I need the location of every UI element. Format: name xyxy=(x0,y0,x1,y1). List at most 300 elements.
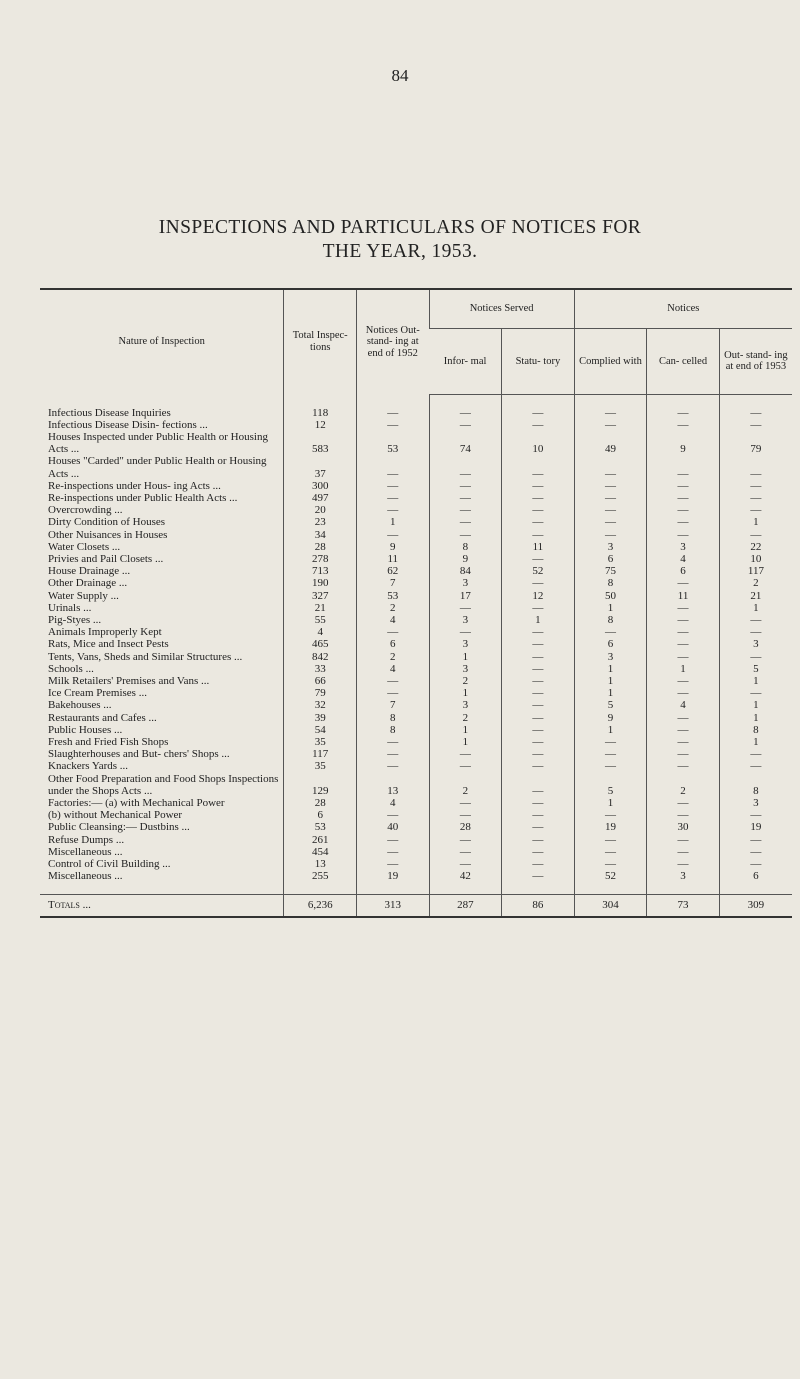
row-value-cell: — xyxy=(574,834,647,846)
row-value-cell: — xyxy=(574,809,647,821)
table-row xyxy=(40,577,792,589)
row-value-cell: — xyxy=(429,834,502,846)
row-value-cell: 1 xyxy=(574,675,647,687)
row-value-cell: 23 xyxy=(284,516,357,528)
row-label: Animals Improperly Kept xyxy=(48,626,162,639)
row-value-cell: — xyxy=(647,577,720,589)
table-row xyxy=(40,602,792,614)
row-value-cell: — xyxy=(719,651,792,663)
row-value-cell: 1 xyxy=(429,687,502,699)
row-value-cell: — xyxy=(719,492,792,504)
row-value-cell: — xyxy=(647,492,720,504)
row-value-cell: 2 xyxy=(719,577,792,589)
row-label: (b) without Mechanical Power xyxy=(48,809,183,822)
row-value-cell: 713 xyxy=(284,565,357,577)
row-value-cell: 3 xyxy=(647,870,720,882)
row-label: Re-inspections under Hous- ing Acts ... xyxy=(48,479,221,492)
row-value-cell: 19 xyxy=(574,821,647,833)
row-value-cell: 12 xyxy=(284,419,357,431)
row-value-cell: — xyxy=(429,407,502,419)
row-value-cell: 21 xyxy=(719,590,792,602)
row-value-cell: 2 xyxy=(429,773,502,797)
row-value-cell: — xyxy=(356,455,429,479)
row-value-cell: — xyxy=(429,480,502,492)
row-value-cell: — xyxy=(502,492,575,504)
row-value-cell: — xyxy=(647,638,720,650)
row-value-cell: 35 xyxy=(284,760,357,772)
row-label: Rats, Mice and Insect Pests xyxy=(48,638,169,651)
row-value-cell: 8 xyxy=(356,724,429,736)
row-value-cell: — xyxy=(502,846,575,858)
row-value-cell: 454 xyxy=(284,846,357,858)
row-value-cell: — xyxy=(502,821,575,833)
row-value-cell: 2 xyxy=(356,651,429,663)
row-value-cell: 13 xyxy=(356,773,429,797)
row-value-cell: 11 xyxy=(647,590,720,602)
row-value-cell: 33 xyxy=(284,663,357,675)
row-value-cell: 300 xyxy=(284,480,357,492)
row-value-cell: 1 xyxy=(719,736,792,748)
row-value-cell: — xyxy=(647,504,720,516)
row-value-cell: — xyxy=(574,492,647,504)
row-value-cell: — xyxy=(356,480,429,492)
row-value-cell: — xyxy=(356,760,429,772)
totals-cell: 6,236 xyxy=(284,895,357,917)
title-line-1: INSPECTIONS AND PARTICULARS OF NOTICES FOR xyxy=(158,217,642,238)
row-value-cell: — xyxy=(502,480,575,492)
row-value-cell: 17 xyxy=(429,590,502,602)
row-value-cell: — xyxy=(574,626,647,638)
row-value-cell: — xyxy=(356,846,429,858)
row-value-cell: — xyxy=(429,858,502,870)
row-value-cell: — xyxy=(647,614,720,626)
row-value-cell: — xyxy=(647,626,720,638)
row-value-cell: 117 xyxy=(719,565,792,577)
row-value-cell: — xyxy=(502,455,575,479)
row-label: Other Food Preparation and Food Shops Inspections under the Shops Acts ... xyxy=(48,772,279,797)
row-label: Refuse Dumps ... xyxy=(48,833,125,846)
row-label: Infectious Disease Inquiries xyxy=(48,406,171,419)
row-label: Milk Retailers' Premises and Vans ... xyxy=(48,674,210,687)
row-value-cell: — xyxy=(429,529,502,541)
table-row xyxy=(40,407,792,419)
header-outstanding-1952: Notices Out- stand- ing at end of 1952 xyxy=(356,289,429,394)
row-value-cell: 8 xyxy=(719,773,792,797)
row-value-cell: — xyxy=(574,748,647,760)
row-value-cell: 50 xyxy=(574,590,647,602)
row-value-cell: 13 xyxy=(284,858,357,870)
row-value-cell: — xyxy=(647,602,720,614)
row-value-cell: 3 xyxy=(574,541,647,553)
table-row xyxy=(40,797,792,809)
row-value-cell: — xyxy=(574,455,647,479)
row-label: Tents, Vans, Sheds and Similar Structures ... xyxy=(48,650,243,663)
row-value-cell: 842 xyxy=(284,651,357,663)
row-value-cell: 21 xyxy=(284,602,357,614)
row-label: Control of Civil Building ... xyxy=(48,858,171,871)
row-value-cell: 9 xyxy=(356,541,429,553)
table-row xyxy=(40,529,792,541)
row-value-cell: 6 xyxy=(574,638,647,650)
row-value-cell: 28 xyxy=(284,797,357,809)
row-value-cell: — xyxy=(429,516,502,528)
row-value-cell: — xyxy=(429,602,502,614)
header-notices: Notices xyxy=(574,289,792,329)
row-value-cell: 465 xyxy=(284,638,357,650)
row-value-cell: — xyxy=(647,516,720,528)
row-value-cell: — xyxy=(502,602,575,614)
row-value-cell: 255 xyxy=(284,870,357,882)
row-value-cell: 3 xyxy=(719,638,792,650)
row-value-cell: — xyxy=(647,797,720,809)
row-value-cell: 7 xyxy=(356,577,429,589)
row-value-cell: 327 xyxy=(284,590,357,602)
row-value-cell: — xyxy=(647,760,720,772)
row-value-cell: 54 xyxy=(284,724,357,736)
row-value-cell: — xyxy=(356,675,429,687)
row-value-cell: — xyxy=(502,504,575,516)
table-row xyxy=(40,431,792,455)
row-value-cell: 4 xyxy=(647,699,720,711)
row-value-cell: 1 xyxy=(719,712,792,724)
row-value-cell: — xyxy=(429,455,502,479)
row-value-cell: 1 xyxy=(647,663,720,675)
row-value-cell: 2 xyxy=(647,773,720,797)
row-value-cell: 35 xyxy=(284,736,357,748)
row-value-cell: — xyxy=(502,626,575,638)
totals-cell: 313 xyxy=(356,895,429,917)
row-value-cell: — xyxy=(356,687,429,699)
page-title xyxy=(0,216,800,265)
row-value-cell: 20 xyxy=(284,504,357,516)
row-value-cell: 79 xyxy=(719,431,792,455)
row-value-cell: 6 xyxy=(719,870,792,882)
table-row xyxy=(40,504,792,516)
row-value-cell: 1 xyxy=(429,736,502,748)
row-value-cell: — xyxy=(502,651,575,663)
row-value-cell: 19 xyxy=(356,870,429,882)
row-value-cell: — xyxy=(574,846,647,858)
row-value-cell: — xyxy=(647,419,720,431)
row-value-cell: — xyxy=(719,455,792,479)
row-value-cell: — xyxy=(502,553,575,565)
row-value-cell: 1 xyxy=(502,614,575,626)
row-value-cell: 52 xyxy=(502,565,575,577)
row-value-cell: 10 xyxy=(502,431,575,455)
row-label: Pig-Styes ... xyxy=(48,613,102,626)
table-row xyxy=(40,724,792,736)
row-value-cell: 4 xyxy=(356,663,429,675)
table-row xyxy=(40,870,792,882)
row-value-cell: — xyxy=(719,846,792,858)
header-nature: Nature of Inspection xyxy=(118,336,205,348)
row-value-cell: 8 xyxy=(574,577,647,589)
row-value-cell: 52 xyxy=(574,870,647,882)
table-row xyxy=(40,614,792,626)
row-value-cell: — xyxy=(502,638,575,650)
spacer-row xyxy=(40,882,792,895)
row-value-cell: — xyxy=(356,736,429,748)
row-value-cell: — xyxy=(574,407,647,419)
row-value-cell: — xyxy=(502,736,575,748)
row-value-cell: — xyxy=(647,846,720,858)
row-value-cell: 4 xyxy=(356,797,429,809)
row-value-cell: — xyxy=(647,675,720,687)
table-row xyxy=(40,651,792,663)
row-value-cell: 8 xyxy=(429,541,502,553)
row-value-cell: 261 xyxy=(284,834,357,846)
row-value-cell: 9 xyxy=(429,553,502,565)
row-label: Overcrowding ... xyxy=(48,504,123,517)
row-value-cell: — xyxy=(719,626,792,638)
row-value-cell: — xyxy=(429,797,502,809)
row-value-cell: 4 xyxy=(647,553,720,565)
totals-cell: 73 xyxy=(647,895,720,917)
row-value-cell: — xyxy=(647,724,720,736)
row-value-cell: — xyxy=(502,760,575,772)
row-label: Water Supply ... xyxy=(48,589,119,602)
row-value-cell: 8 xyxy=(719,724,792,736)
row-value-cell: — xyxy=(502,858,575,870)
row-value-cell: 53 xyxy=(356,590,429,602)
row-value-cell: 3 xyxy=(429,699,502,711)
row-value-cell: — xyxy=(356,858,429,870)
row-value-cell: — xyxy=(356,626,429,638)
row-value-cell: — xyxy=(719,407,792,419)
row-value-cell: 28 xyxy=(284,541,357,553)
row-label: Houses "Carded" under Public Health or Housing Acts ... xyxy=(48,455,267,480)
row-value-cell: 12 xyxy=(502,590,575,602)
row-value-cell: — xyxy=(719,687,792,699)
row-label: Re-inspections under Public Health Acts ... xyxy=(48,491,238,504)
row-value-cell: 10 xyxy=(719,553,792,565)
row-label: Knackers Yards ... xyxy=(48,760,129,773)
row-label: Other Nuisances in Houses xyxy=(48,528,168,541)
row-value-cell: 7 xyxy=(356,699,429,711)
row-value-cell: — xyxy=(429,748,502,760)
table-row xyxy=(40,773,792,797)
row-value-cell: — xyxy=(574,529,647,541)
header-outstanding-1953: Out- stand- ing at end of 1953 xyxy=(719,329,792,394)
row-value-cell: 129 xyxy=(284,773,357,797)
row-value-cell: 30 xyxy=(647,821,720,833)
table-row xyxy=(40,553,792,565)
row-value-cell: 3 xyxy=(429,638,502,650)
row-label: Ice Cream Premises ... xyxy=(48,687,147,700)
row-value-cell: 1 xyxy=(719,699,792,711)
row-label: House Drainage ... xyxy=(48,565,131,578)
table-row xyxy=(40,516,792,528)
table-row xyxy=(40,699,792,711)
row-value-cell: 79 xyxy=(284,687,357,699)
totals-label: Totals ... xyxy=(40,895,284,917)
row-value-cell: — xyxy=(502,797,575,809)
row-value-cell: — xyxy=(502,834,575,846)
row-label: Privies and Pail Closets ... xyxy=(48,552,164,565)
row-value-cell: — xyxy=(647,748,720,760)
row-value-cell: 39 xyxy=(284,712,357,724)
row-label: Public Houses ... xyxy=(48,723,123,736)
row-value-cell: — xyxy=(502,748,575,760)
row-value-cell: 2 xyxy=(356,602,429,614)
row-value-cell: 1 xyxy=(574,797,647,809)
row-value-cell: 55 xyxy=(284,614,357,626)
row-value-cell: — xyxy=(429,492,502,504)
row-value-cell: 53 xyxy=(284,821,357,833)
row-value-cell: — xyxy=(719,760,792,772)
header-cancelled: Can- celled xyxy=(647,329,720,394)
row-value-cell: 6 xyxy=(647,565,720,577)
table-row xyxy=(40,821,792,833)
row-label: Miscellaneous ... xyxy=(48,845,123,858)
table-row xyxy=(40,687,792,699)
table-row xyxy=(40,760,792,772)
table-row xyxy=(40,480,792,492)
row-value-cell: — xyxy=(356,529,429,541)
row-label: Urinals ... xyxy=(48,601,92,614)
table-row xyxy=(40,565,792,577)
row-label: Dirty Condition of Houses xyxy=(48,516,166,529)
row-label: Fresh and Fried Fish Shops xyxy=(48,735,169,748)
row-value-cell: — xyxy=(719,419,792,431)
row-value-cell: — xyxy=(502,699,575,711)
row-value-cell: 6 xyxy=(356,638,429,650)
row-label: Slaughterhouses and But- chers' Shops ... xyxy=(48,748,230,761)
row-label: Water Closets ... xyxy=(48,540,121,553)
row-value-cell: 1 xyxy=(574,663,647,675)
row-value-cell: 5 xyxy=(574,773,647,797)
row-value-cell: — xyxy=(647,407,720,419)
table-row xyxy=(40,626,792,638)
row-value-cell: — xyxy=(429,760,502,772)
row-value-cell: — xyxy=(502,712,575,724)
row-value-cell: — xyxy=(356,809,429,821)
inspections-table-container xyxy=(40,288,792,1048)
row-value-cell: — xyxy=(647,651,720,663)
row-value-cell: — xyxy=(574,760,647,772)
row-value-cell: — xyxy=(356,504,429,516)
row-value-cell: — xyxy=(356,834,429,846)
row-value-cell: 3 xyxy=(429,614,502,626)
inspections-table xyxy=(40,288,792,918)
row-value-cell: 2 xyxy=(429,675,502,687)
row-value-cell: 1 xyxy=(574,602,647,614)
row-value-cell: 117 xyxy=(284,748,357,760)
row-value-cell: — xyxy=(719,809,792,821)
row-value-cell: 2 xyxy=(429,712,502,724)
row-value-cell: 5 xyxy=(719,663,792,675)
row-value-cell: — xyxy=(574,858,647,870)
row-value-cell: 3 xyxy=(429,663,502,675)
row-value-cell: — xyxy=(647,529,720,541)
header-total: Total Inspec- tions xyxy=(284,289,357,394)
row-value-cell: 28 xyxy=(429,821,502,833)
table-row xyxy=(40,663,792,675)
row-value-cell: — xyxy=(502,809,575,821)
row-value-cell: 32 xyxy=(284,699,357,711)
row-value-cell: — xyxy=(502,419,575,431)
table-row xyxy=(40,590,792,602)
row-value-cell: — xyxy=(502,870,575,882)
row-label: Public Cleansing:— Dustbins ... xyxy=(48,821,190,834)
row-value-cell: — xyxy=(647,834,720,846)
row-value-cell: — xyxy=(647,858,720,870)
row-value-cell: — xyxy=(502,577,575,589)
row-value-cell: 19 xyxy=(719,821,792,833)
table-row xyxy=(40,675,792,687)
row-value-cell: 84 xyxy=(429,565,502,577)
table-row xyxy=(40,736,792,748)
row-value-cell: 497 xyxy=(284,492,357,504)
row-value-cell: — xyxy=(719,504,792,516)
table-body xyxy=(40,394,792,895)
row-value-cell: — xyxy=(574,504,647,516)
row-value-cell: — xyxy=(647,687,720,699)
row-label: Bakehouses ... xyxy=(48,699,112,712)
totals-row xyxy=(40,895,792,917)
header-informal: Infor- mal xyxy=(429,329,502,394)
row-value-cell: — xyxy=(429,419,502,431)
row-value-cell: 6 xyxy=(574,553,647,565)
table-row xyxy=(40,419,792,431)
row-value-cell: — xyxy=(502,773,575,797)
header-notices-served: Notices Served xyxy=(429,289,574,329)
table-row xyxy=(40,834,792,846)
row-value-cell: — xyxy=(719,529,792,541)
row-label: Schools ... xyxy=(48,662,94,675)
row-value-cell: 4 xyxy=(356,614,429,626)
row-value-cell: — xyxy=(429,626,502,638)
row-value-cell: — xyxy=(502,663,575,675)
row-value-cell: 278 xyxy=(284,553,357,565)
row-label: Restaurants and Cafes ... xyxy=(48,711,157,724)
title-line-2: THE YEAR, 1953. xyxy=(322,241,478,263)
row-value-cell: 74 xyxy=(429,431,502,455)
row-value-cell: 1 xyxy=(719,602,792,614)
row-value-cell: 37 xyxy=(284,455,357,479)
row-value-cell: — xyxy=(502,516,575,528)
row-value-cell: 1 xyxy=(429,651,502,663)
row-value-cell: — xyxy=(356,748,429,760)
row-value-cell: 40 xyxy=(356,821,429,833)
row-value-cell: 75 xyxy=(574,565,647,577)
row-value-cell: 3 xyxy=(719,797,792,809)
row-value-cell: 6 xyxy=(284,809,357,821)
header-complied: Complied with xyxy=(574,329,647,394)
row-value-cell: — xyxy=(502,687,575,699)
row-value-cell: 22 xyxy=(719,541,792,553)
row-value-cell: 1 xyxy=(574,724,647,736)
row-value-cell: 53 xyxy=(356,431,429,455)
row-value-cell: — xyxy=(574,480,647,492)
table-row xyxy=(40,748,792,760)
row-value-cell: 49 xyxy=(574,431,647,455)
row-value-cell: — xyxy=(429,504,502,516)
row-value-cell: 190 xyxy=(284,577,357,589)
table-row xyxy=(40,638,792,650)
row-value-cell: 3 xyxy=(429,577,502,589)
row-value-cell: — xyxy=(502,724,575,736)
table-row xyxy=(40,858,792,870)
spacer-row xyxy=(40,394,792,407)
row-value-cell: — xyxy=(356,419,429,431)
page-number: 84 xyxy=(391,66,409,85)
row-value-cell: 42 xyxy=(429,870,502,882)
row-value-cell: — xyxy=(647,455,720,479)
table-row xyxy=(40,492,792,504)
row-value-cell: — xyxy=(502,675,575,687)
row-value-cell: 1 xyxy=(719,516,792,528)
